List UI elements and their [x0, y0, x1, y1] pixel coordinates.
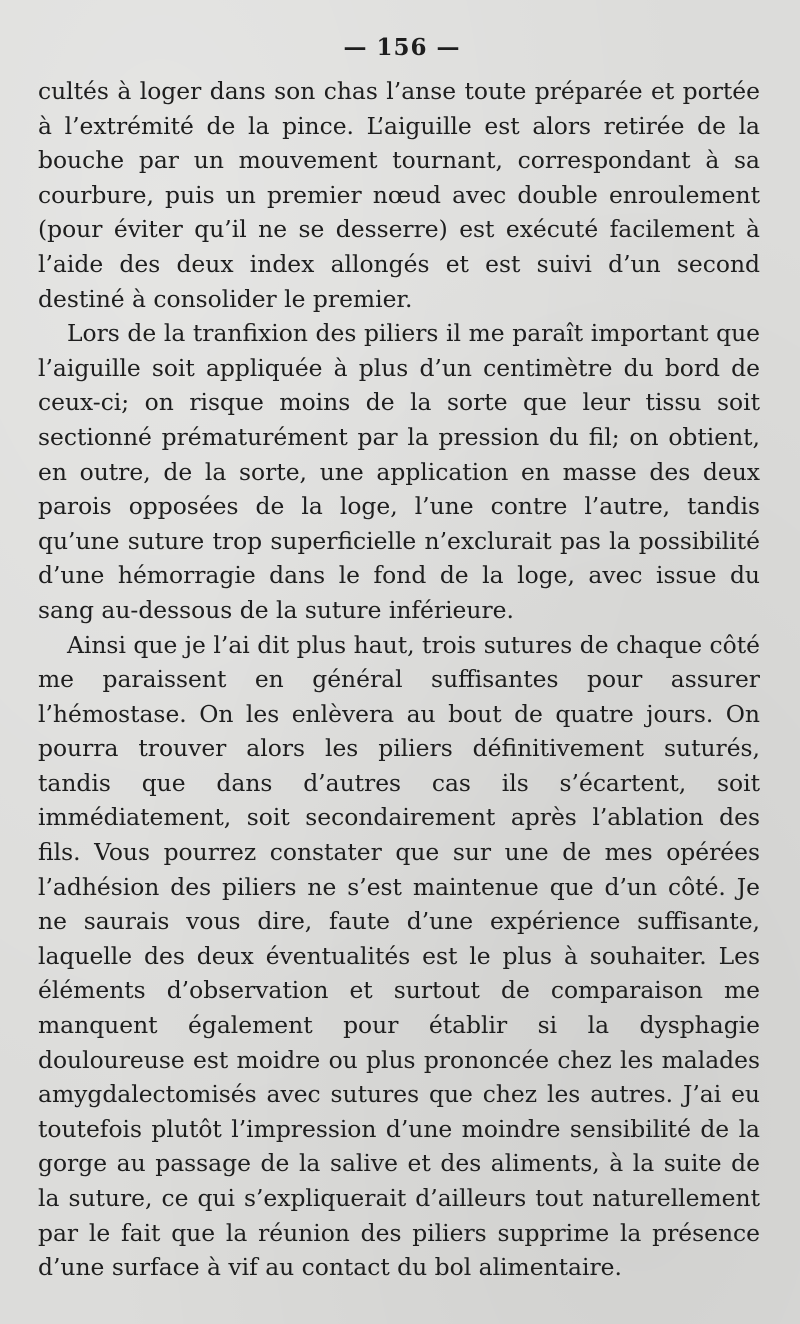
paragraph-sutures: Ainsi que je l’ai dit plus haut, trois sutures de chaque côté me paraissent en général suffisantes pour assurer l’hémostase. On les enlèvera au bout de quatre jours. On pourra trouver alors les piliers définitivement suturés, tandis que dans d’autres cas ils s’écartent, soit immédiatement, soit secondairement après l’ablation des fils. Vous pourrez constater que sur une de mes opérées l’adhésion des piliers ne s’est maintenue que d’un côté. Je ne saurais vous dire, faute d’une expérience suffisante, laquelle des deux éventualités est le plus à souhaiter. Les éléments d’observation et surtout de comparaison me manquent également pour établir si la dysphagie douloureuse est moidre ou plus prononcée chez les malades amygdalectomisés avec sutures que chez les autres. J’ai eu toutefois plutôt l’impression d’une moindre sensibilité de la gorge au passage de la salive et des aliments, à la suite de la suture, ce qui s’expliquerait d’ailleurs tout naturellement par le fait que la réunion des piliers supprime la présence d’une surface à vif au contact du bol alimentaire. — [38, 630, 760, 1282]
paragraph-continued: cultés à loger dans son chas l’anse toute préparée et portée à l’extrémité de la pince. L’aiguille est alors retirée de la bouche par un mouvement tournant, correspondant à sa courbure, puis un premier nœud avec double enroulement (pour éviter qu’il ne se desserre) est exécuté facilement à l’aide des deux index allongés et est suivi d’un second destiné à consolider le premier. — [38, 77, 760, 313]
book-page — [38, 30, 760, 1300]
page-number: — 156 — — [343, 34, 461, 61]
paragraph-tranfixion: Lors de la tranfixion des piliers il me paraît important que l’aiguille soit appliquée à plus d’un centimètre du bord de ceux-ci; on risque moins de la sorte que leur tissu soit sectionné prématurément par la pression du fil; on obtient, en outre, de la sorte, une application en masse des deux parois opposées de la loge, l’une contre l’autre, tandis qu’une suture trop superficielle n’exclurait pas la possibilité d’une hémorragie dans le fond de la loge, avec issue du sang au-dessous de la suture inférieure. — [38, 319, 760, 624]
page-body — [38, 74, 760, 1285]
